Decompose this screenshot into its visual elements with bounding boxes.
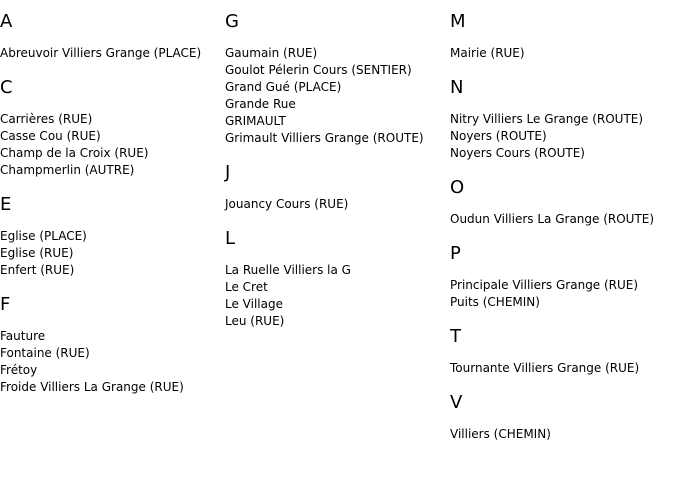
street-item[interactable]: Jouancy Cours (RUE) bbox=[225, 197, 349, 211]
street-list bbox=[0, 45, 225, 62]
street-item[interactable]: Eglise (PLACE) bbox=[0, 229, 87, 243]
letter-group-g bbox=[225, 8, 450, 147]
index-column-2 bbox=[225, 8, 450, 342]
letter-group-f bbox=[0, 291, 225, 396]
street-list bbox=[0, 328, 225, 396]
street-item[interactable]: Grimault Villiers Grange (ROUTE) bbox=[225, 131, 424, 145]
street-list bbox=[450, 111, 675, 162]
index-column-1 bbox=[0, 8, 225, 408]
letter-heading: A bbox=[0, 11, 13, 32]
street-item[interactable]: La Ruelle Villiers la G bbox=[225, 263, 351, 277]
street-item[interactable]: Frétoy bbox=[0, 363, 38, 377]
letter-heading: F bbox=[0, 294, 11, 315]
letter-heading: C bbox=[0, 77, 13, 98]
letter-heading: M bbox=[450, 11, 466, 32]
street-list bbox=[450, 360, 675, 377]
street-list bbox=[225, 262, 450, 330]
street-item[interactable]: Champmerlin (AUTRE) bbox=[0, 163, 135, 177]
letter-group-o bbox=[450, 174, 675, 228]
street-item[interactable]: Noyers Cours (ROUTE) bbox=[450, 146, 585, 160]
letter-group-c bbox=[0, 74, 225, 179]
letter-heading: L bbox=[225, 228, 236, 249]
index-column-3 bbox=[450, 8, 675, 455]
street-list bbox=[0, 228, 225, 279]
letter-heading: J bbox=[225, 162, 231, 183]
letter-group-t bbox=[450, 323, 675, 377]
street-list bbox=[450, 211, 675, 228]
street-item[interactable]: Gaumain (RUE) bbox=[225, 46, 318, 60]
street-item[interactable]: Casse Cou (RUE) bbox=[0, 129, 101, 143]
letter-heading: G bbox=[225, 11, 239, 32]
street-item[interactable]: Tournante Villiers Grange (RUE) bbox=[450, 361, 640, 375]
street-item[interactable]: Principale Villiers Grange (RUE) bbox=[450, 278, 639, 292]
street-item[interactable]: Le Cret bbox=[225, 280, 268, 294]
letter-heading: T bbox=[450, 326, 461, 347]
street-item[interactable]: Leu (RUE) bbox=[225, 314, 285, 328]
street-item[interactable]: Mairie (RUE) bbox=[450, 46, 525, 60]
street-item[interactable]: Abreuvoir Villiers Grange (PLACE) bbox=[0, 46, 202, 60]
letter-heading: V bbox=[450, 392, 463, 413]
letter-group-l bbox=[225, 225, 450, 330]
street-list bbox=[0, 111, 225, 179]
street-item[interactable]: Champ de la Croix (RUE) bbox=[0, 146, 149, 160]
letter-group-a bbox=[0, 8, 225, 62]
street-item[interactable]: Eglise (RUE) bbox=[0, 246, 74, 260]
street-list bbox=[450, 426, 675, 443]
street-item[interactable]: Goulot Pélerin Cours (SENTIER) bbox=[225, 63, 412, 77]
street-item[interactable]: Noyers (ROUTE) bbox=[450, 129, 547, 143]
street-item[interactable]: Villiers (CHEMIN) bbox=[450, 427, 551, 441]
street-list bbox=[225, 45, 450, 147]
street-list bbox=[225, 196, 450, 213]
street-item[interactable]: Fauture bbox=[0, 329, 46, 343]
street-item[interactable]: Grande Rue bbox=[225, 97, 296, 111]
letter-group-p bbox=[450, 240, 675, 311]
street-item[interactable]: Le Village bbox=[225, 297, 283, 311]
street-item[interactable]: Carrières (RUE) bbox=[0, 112, 93, 126]
letter-heading: O bbox=[450, 177, 465, 198]
letter-group-n bbox=[450, 74, 675, 162]
street-item[interactable]: Froide Villiers La Grange (RUE) bbox=[0, 380, 184, 394]
street-item[interactable]: Fontaine (RUE) bbox=[0, 346, 90, 360]
letter-heading: P bbox=[450, 243, 461, 264]
letter-group-m bbox=[450, 8, 675, 62]
street-item[interactable]: Grand Gué (PLACE) bbox=[225, 80, 342, 94]
letter-heading: N bbox=[450, 77, 464, 98]
street-list bbox=[450, 277, 675, 311]
street-item[interactable]: Oudun Villiers La Grange (ROUTE) bbox=[450, 212, 655, 226]
letter-heading: E bbox=[0, 194, 12, 215]
letter-group-v bbox=[450, 389, 675, 443]
letter-group-e bbox=[0, 191, 225, 279]
street-item[interactable]: GRIMAULT bbox=[225, 114, 286, 128]
street-list bbox=[450, 45, 675, 62]
street-item[interactable]: Enfert (RUE) bbox=[0, 263, 75, 277]
letter-group-j bbox=[225, 159, 450, 213]
street-item[interactable]: Puits (CHEMIN) bbox=[450, 295, 540, 309]
street-item[interactable]: Nitry Villiers Le Grange (ROUTE) bbox=[450, 112, 644, 126]
